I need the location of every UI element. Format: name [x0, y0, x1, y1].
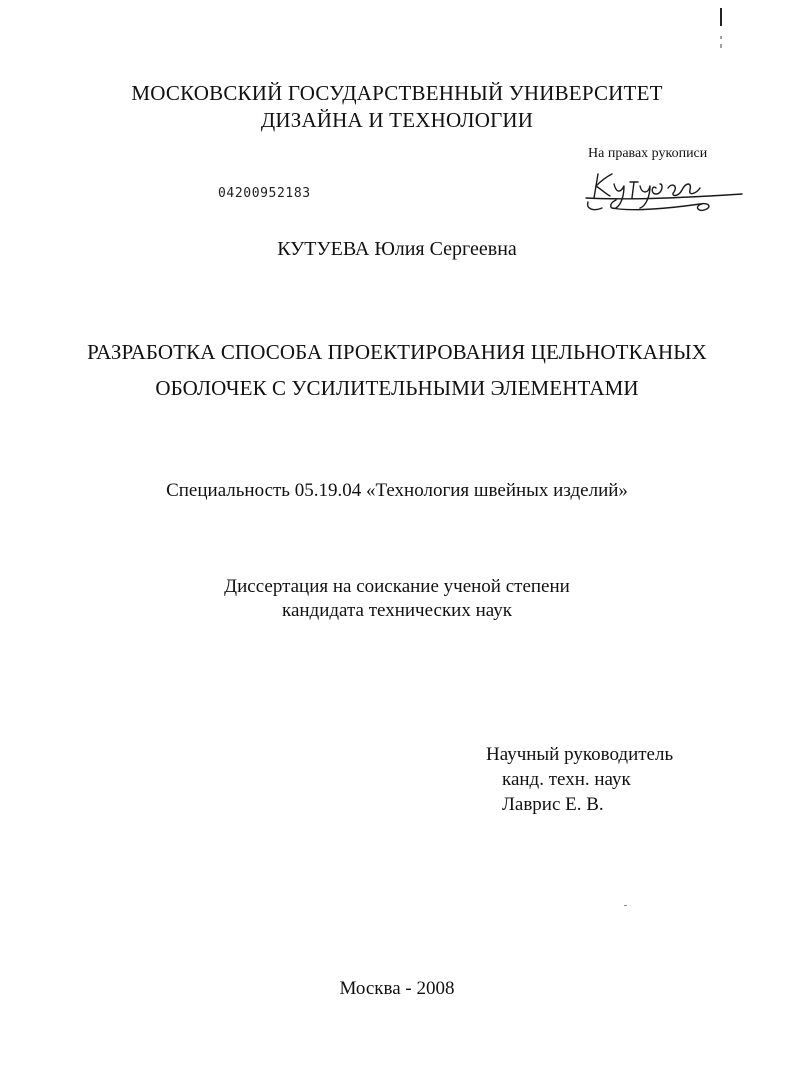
degree-statement-line2: кандидата технических наук: [282, 600, 512, 621]
dissertation-title: [0, 334, 794, 406]
dissertation-title-line2: ОБОЛОЧЕК С УСИЛИТЕЛЬНЫМИ ЭЛЕМЕНТАМИ: [155, 376, 639, 400]
scan-mark: [716, 6, 726, 50]
city-year: Москва - 2008: [339, 978, 455, 999]
university-name: [0, 80, 794, 134]
degree-statement: [0, 575, 794, 623]
rights-note: На правах рукописи: [588, 146, 708, 161]
supervisor-degree: канд. техн. наук: [502, 769, 631, 790]
dissertation-title-line1: РАЗРАБОТКА СПОСОБА ПРОЕКТИРОВАНИЯ ЦЕЛЬНОТКАНЫХ: [87, 340, 707, 364]
specialty: Специальность 05.19.04 «Технология швейных изделий»: [166, 480, 628, 501]
signature: [582, 168, 744, 218]
university-name-line1: МОСКОВСКИЙ ГОСУДАРСТВЕННЫЙ УНИВЕРСИТЕТ: [131, 81, 663, 105]
barcode-number: 04200952183: [218, 186, 311, 201]
author-name: КУТУЕВА Юлия Сергеевна: [277, 238, 517, 260]
supervisor-name: Лаврис Е. В.: [502, 794, 604, 815]
supervisor-role: Научный руководитель: [486, 744, 674, 765]
university-name-line2: ДИЗАЙНА И ТЕХНОЛОГИИ: [260, 108, 534, 132]
degree-statement-line1: Диссертация на соискание ученой степени: [224, 576, 570, 597]
scan-speck: [624, 905, 628, 907]
supervisor-block: [486, 742, 673, 817]
